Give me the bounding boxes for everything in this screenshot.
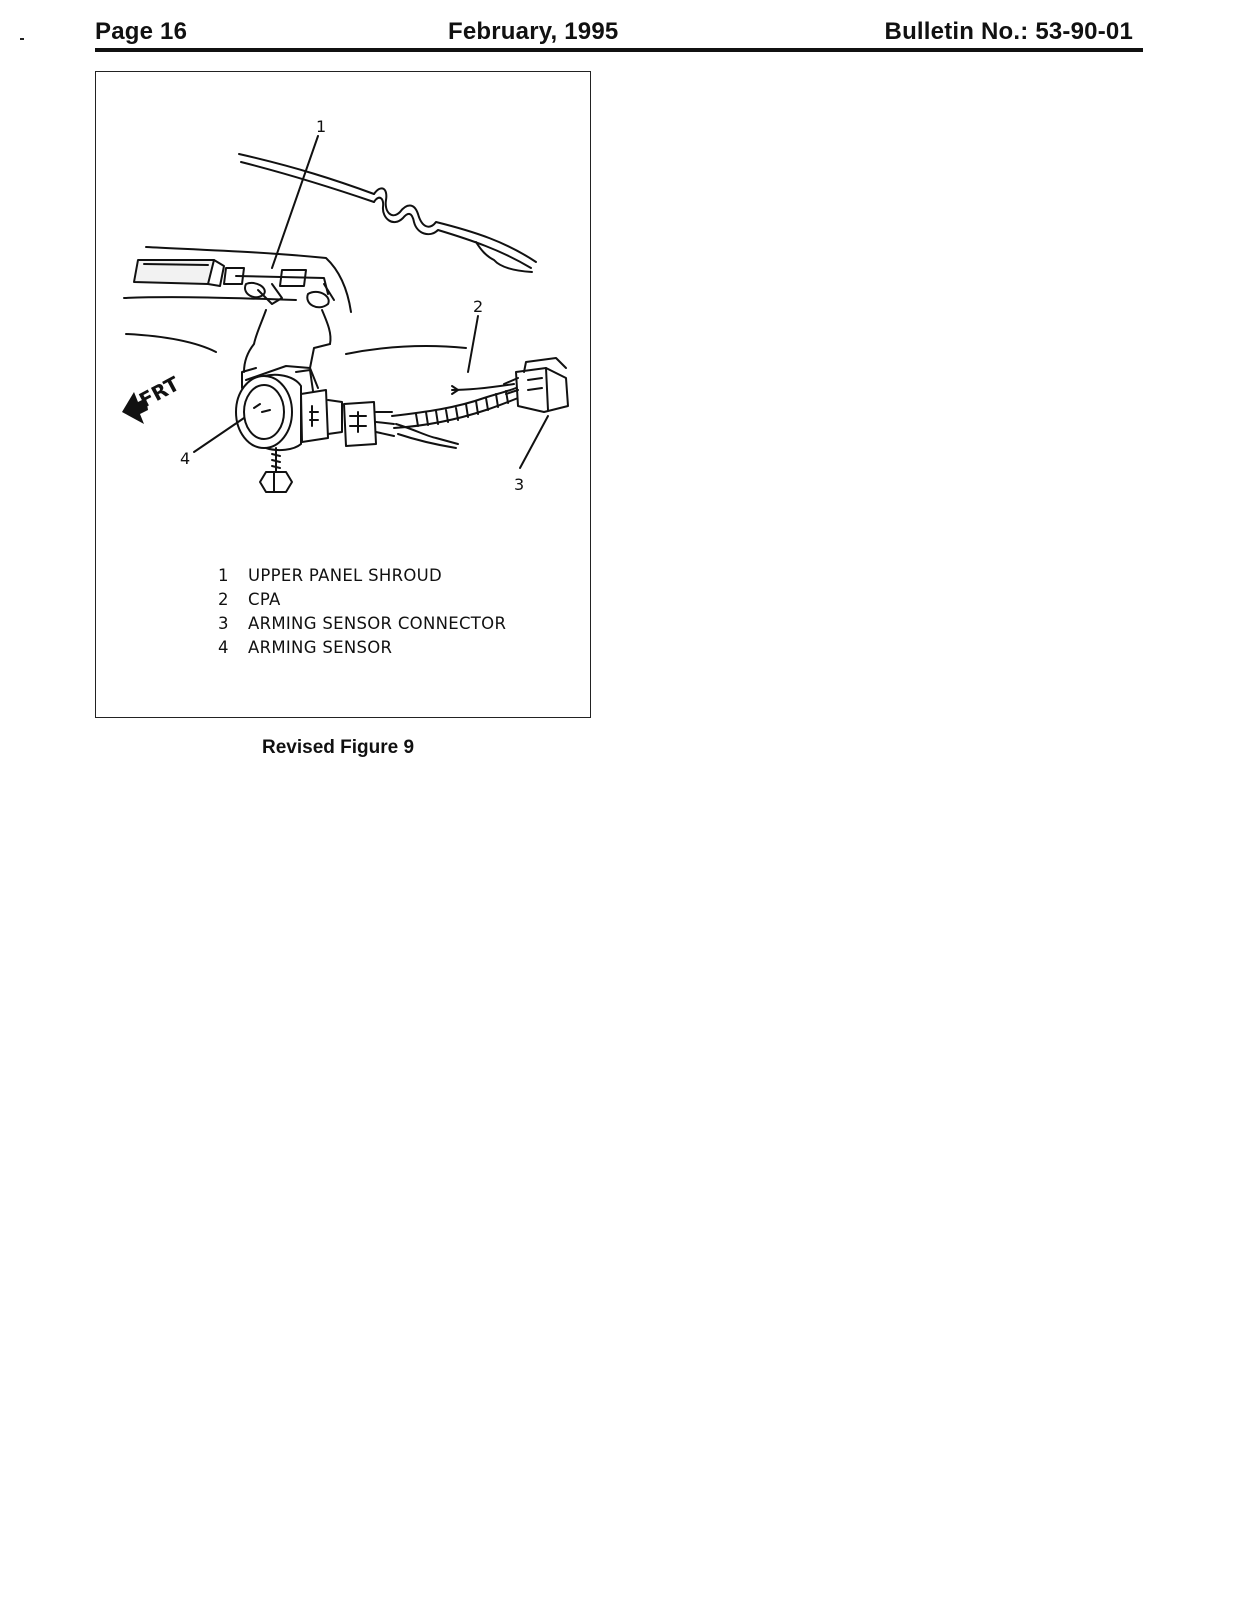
legend-number: 3 [218, 614, 229, 633]
front-direction-label: FRT [135, 371, 184, 413]
legend-label: CPA [248, 590, 281, 609]
legend-number: 4 [218, 638, 229, 657]
callout-4: 4 [180, 449, 191, 468]
page-number: Page 16 [95, 18, 188, 45]
figure-frame [95, 71, 591, 718]
leader-line-1 [272, 136, 318, 268]
bulletin-number: Bulletin No.: 53-90-01 [884, 18, 1133, 45]
leader-line-3 [520, 416, 548, 468]
legend-number: 2 [218, 590, 229, 609]
legend-label: ARMING SENSOR CONNECTOR [248, 614, 507, 633]
header-rule [95, 48, 1143, 52]
callout-1: 1 [316, 117, 327, 136]
callout-2: 2 [473, 297, 484, 316]
margin-mark [20, 38, 24, 40]
leader-line-4 [194, 418, 244, 452]
legend-number: 1 [218, 566, 229, 585]
figure-caption: Revised Figure 9 [262, 737, 415, 758]
front-direction-arrow-icon [122, 371, 184, 424]
callout-3: 3 [514, 475, 525, 494]
legend-label: UPPER PANEL SHROUD [248, 566, 443, 585]
bulletin-date: February, 1995 [448, 18, 619, 45]
legend-label: ARMING SENSOR [248, 638, 393, 657]
leader-line-2 [468, 316, 478, 372]
panel-edge-line [239, 154, 374, 194]
page-header [95, 16, 1141, 50]
